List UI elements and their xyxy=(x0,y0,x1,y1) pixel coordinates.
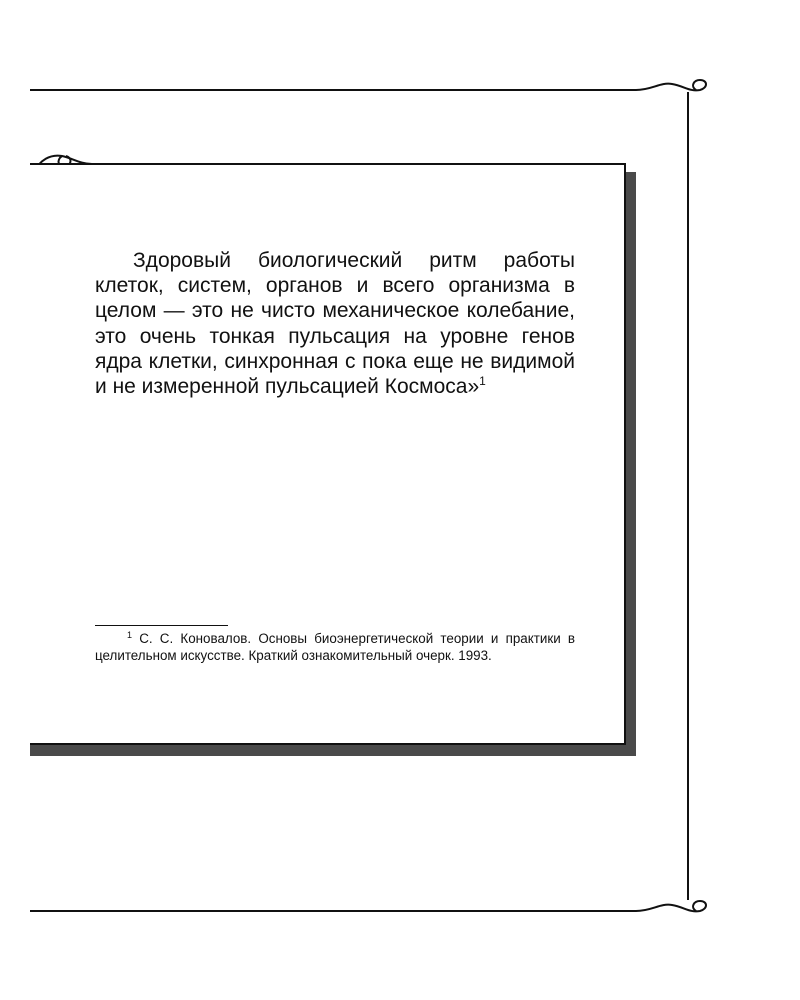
bottom-right-flourish xyxy=(636,901,706,911)
body-paragraph-text: Здоровый биологический ритм работы клеток, систем, органов и всего организма в целом — это не чисто механическое колебание, это очень тонкая пульсация на уровне генов ядра клетки, синхронная с пока еще не видимой и не измеренной пульсацией Космоса» xyxy=(95,249,575,399)
footnote-rule xyxy=(95,625,228,626)
footnote-reference: 1 xyxy=(479,374,486,389)
footnote-text: С. С. Коновалов. Основы биоэнергетической теории и практики в целительном искусстве. Краткий ознакомительный очерк. 1993. xyxy=(95,631,575,663)
top-right-flourish xyxy=(636,80,706,90)
footnote xyxy=(95,631,575,664)
footnote-marker: 1 xyxy=(127,630,133,640)
body-paragraph xyxy=(95,248,575,399)
